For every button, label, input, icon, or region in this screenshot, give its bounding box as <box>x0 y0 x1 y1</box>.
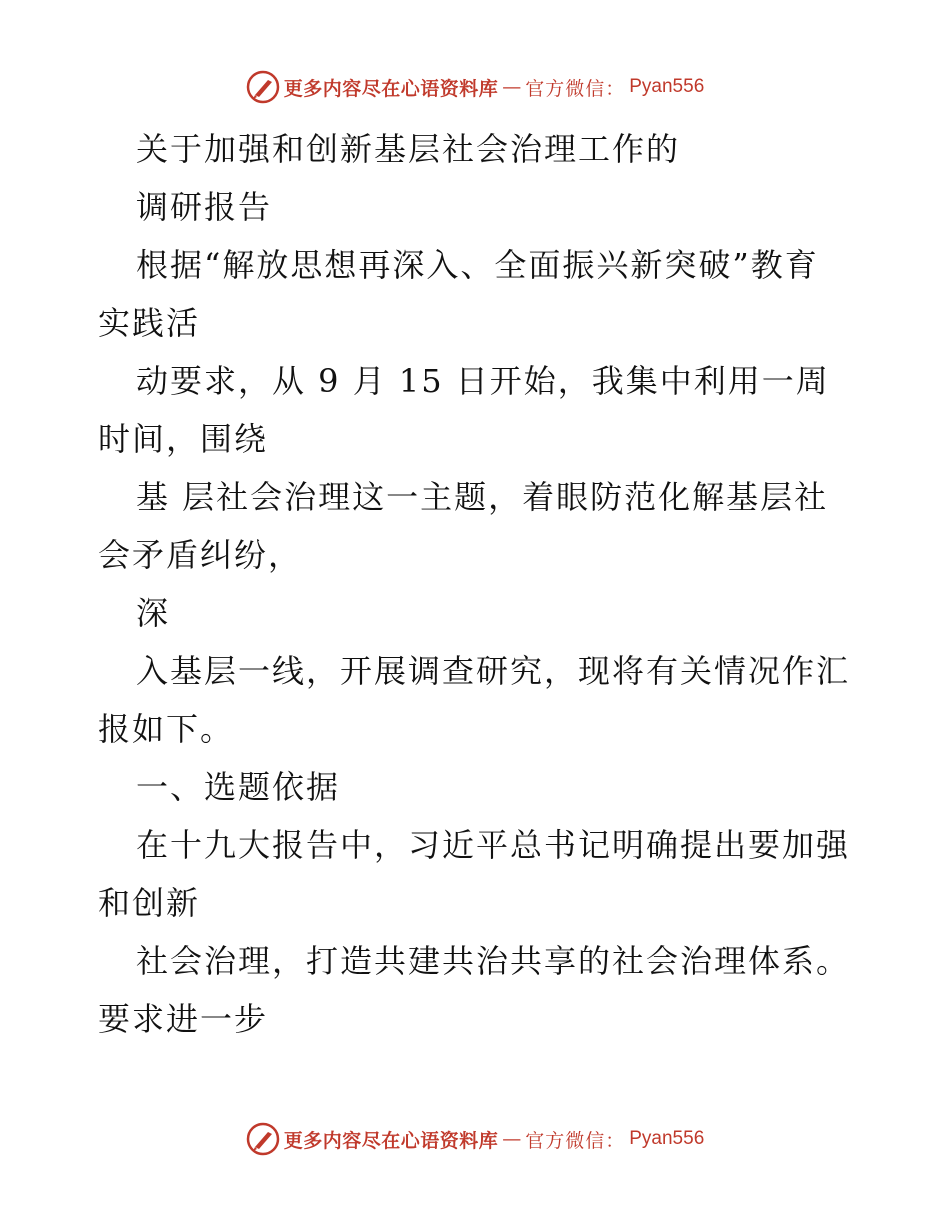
text-line: 根据“解放思想再深入、全面振兴新突破”教育 <box>136 246 819 284</box>
text-line: 时间，围绕 <box>98 420 269 458</box>
header-banner <box>0 70 950 104</box>
text-line: 深 <box>136 594 171 632</box>
text-line: 和创新 <box>98 884 201 922</box>
text-line: 一、选题依据 <box>136 768 341 806</box>
text-line: 基 层社会治理这一主题，着眼防范化解基层社 <box>136 478 829 516</box>
banner-wechat-id: Pyan556 <box>629 1128 705 1149</box>
banner-official-label: 官方微信： <box>525 1129 626 1152</box>
text-line: 在十九大报告中，习近平总书记明确提出要加强 <box>136 826 851 864</box>
text-line: 会矛盾纠纷， <box>98 536 303 574</box>
text-line: 关于加强和创新基层社会治理工作的 <box>136 130 681 168</box>
banner-wechat-id: Pyan556 <box>629 76 705 97</box>
quill-logo-icon <box>246 70 280 104</box>
footer-banner <box>0 1122 950 1156</box>
quill-logo-icon <box>246 1122 280 1156</box>
banner-brand: 更多内容尽在心语资料库 <box>283 77 499 100</box>
text-line: 动要求，从 9 月 15 日开始，我集中利用一周 <box>136 362 830 400</box>
text-line: 实践活 <box>98 304 201 342</box>
text-line: 要求进一步 <box>98 1000 269 1038</box>
text-line: 报如下。 <box>98 710 235 748</box>
text-line: 入基层一线，开展调查研究，现将有关情况作汇 <box>136 652 851 690</box>
banner-official-label: 官方微信： <box>525 77 626 100</box>
text-line: 调研报告 <box>136 188 273 226</box>
document-body <box>98 120 858 1048</box>
text-line: 社会治理，打造共建共治共享的社会治理体系。 <box>136 942 851 980</box>
banner-brand: 更多内容尽在心语资料库 <box>283 1129 499 1152</box>
banner-dash: — <box>502 76 522 98</box>
banner-dash: — <box>502 1128 522 1150</box>
